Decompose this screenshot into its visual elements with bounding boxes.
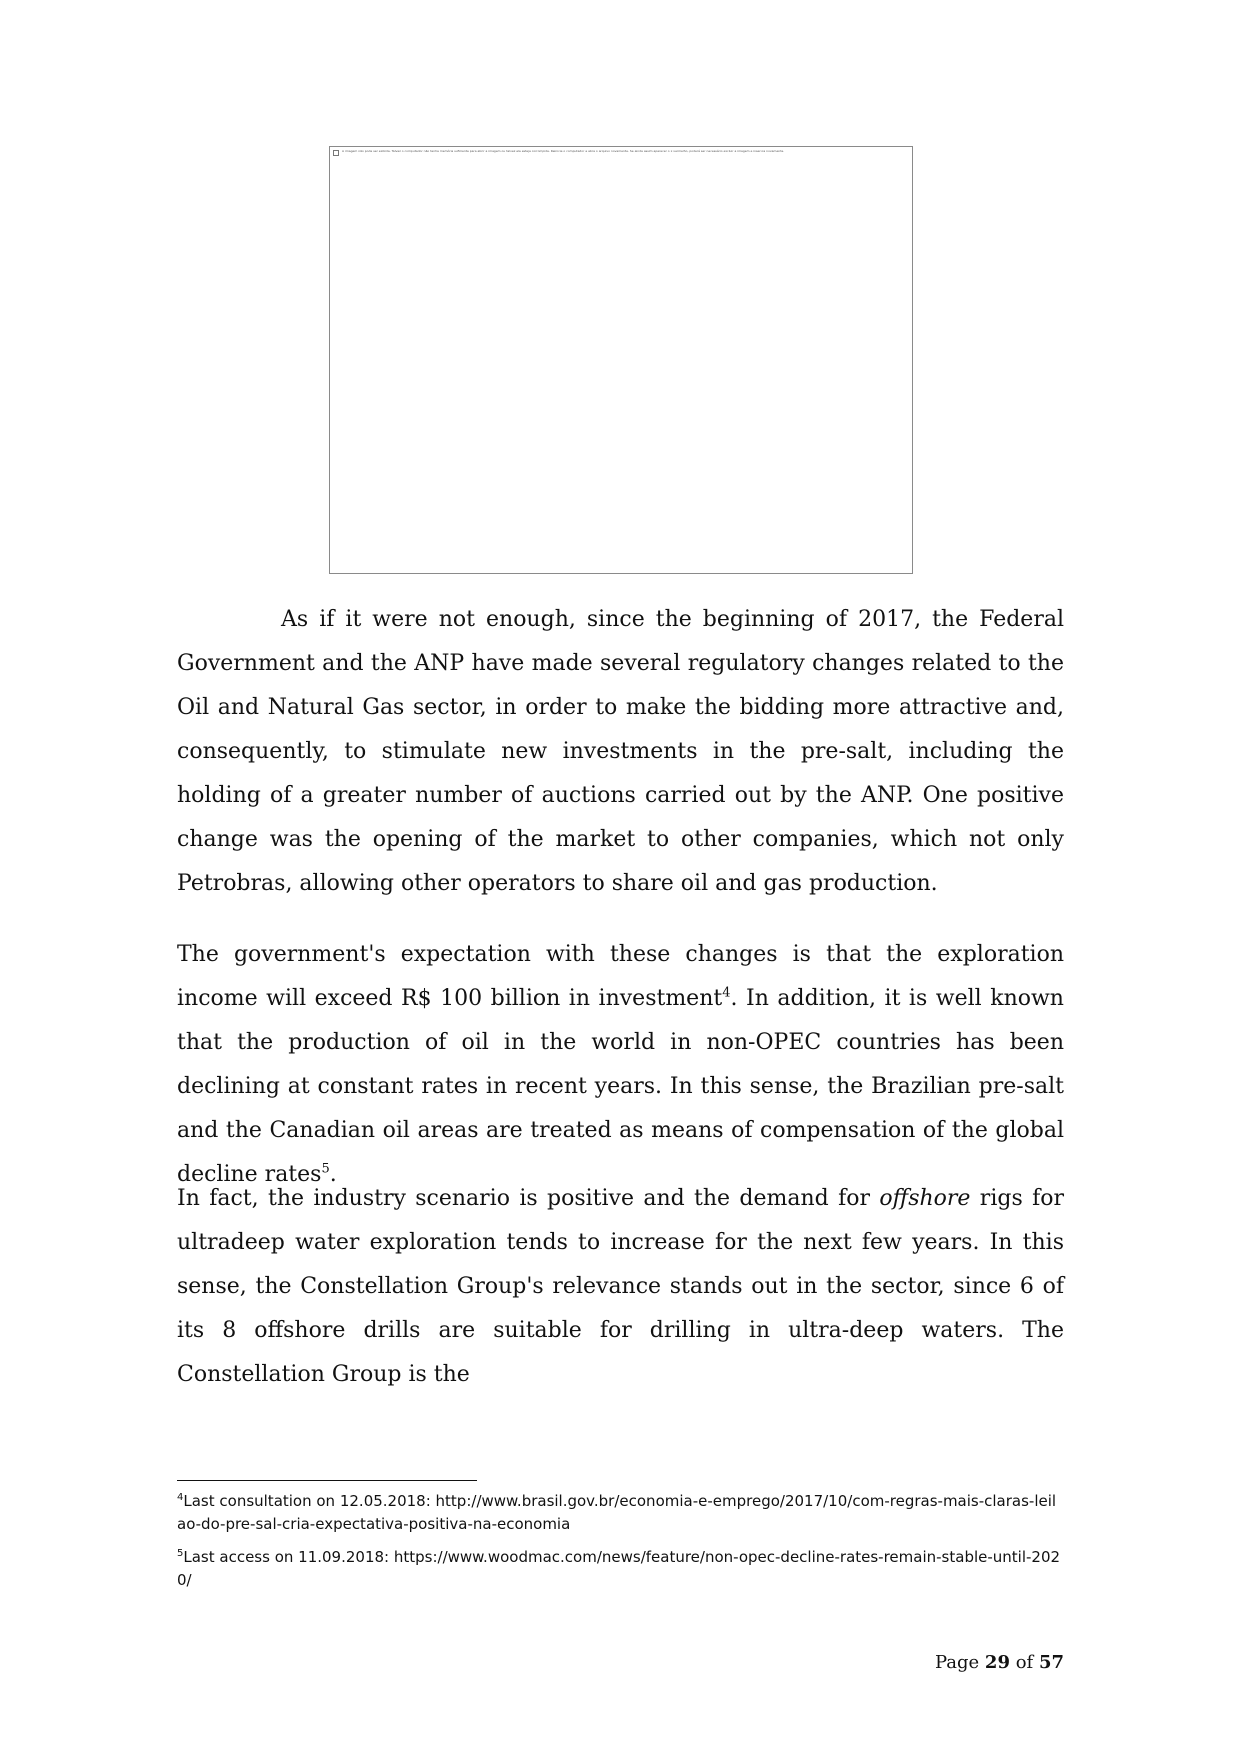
total-pages: 57 <box>1038 1652 1064 1673</box>
paragraph-3-text-a: In fact, the industry scenario is positive and the demand for <box>177 1186 880 1211</box>
footnote-5-text[interactable]: Last access on 11.09.2018: https://www.woodmac.com/news/feature/non-opec-decline-rates-remain-stable-until-2020/ <box>177 1548 1061 1589</box>
body-paragraph-2 <box>177 933 1064 1197</box>
footnote-5-mark: 5 <box>177 1548 184 1559</box>
footnote-separator <box>177 1480 477 1481</box>
footnote-4-mark: 4 <box>177 1492 184 1503</box>
footnote-ref-4[interactable]: 4 <box>722 985 731 1001</box>
paragraph-2-text-b: . In addition, it is well known that the production of oil in the world in non-OPEC countries has been declining at constant rates in recent years. In this sense, the Brazilian pre-salt and the Canadian oil areas are treated as means of compensation of the global decline rates <box>177 986 1064 1187</box>
body-paragraph-1: As if it were not enough, since the beginning of 2017, the Federal Government and the ANP have made several regulatory changes related to the Oil and Natural Gas sector, in order to make the bidding more attractive and, consequently, to stimulate new investments in the pre-salt, including the holding of a greater number of auctions carried out by the ANP. One positive change was the opening of the market to other companies, which not only Petrobras, allowing other operators to share oil and gas production. <box>177 607 1064 896</box>
page-prefix: Page <box>934 1652 985 1673</box>
broken-image-placeholder <box>329 146 913 574</box>
page-of: of <box>1009 1652 1039 1673</box>
footnote-ref-5[interactable]: 5 <box>321 1161 330 1177</box>
footnote-4 <box>177 1490 1064 1536</box>
paragraph-3-text-b: rigs for ultradeep water exploration tends to increase for the next few years. In this sense, the Constellation Group's relevance stands out in the sector, since 6 of its 8 offshore drills are suitable for drilling in ultra-deep waters. The Constellation Group is the <box>177 1186 1064 1387</box>
footnote-4-text[interactable]: Last consultation on 12.05.2018: http://www.brasil.gov.br/economia-e-emprego/2017/10/com-regras-mais-claras-leilao-do-pre-sal-cria-expectativa-positiva-na-economia <box>177 1492 1057 1533</box>
footnote-5 <box>177 1546 1064 1592</box>
page-number <box>935 1652 1064 1673</box>
paragraph-2-text-c: . <box>329 1162 337 1187</box>
paragraph-2-text-a: The government's expectation with these changes is that the exploration income will exceed R$ 100 billion in investment <box>177 942 1064 1011</box>
broken-image-message: A imagem não pode ser exibida. Talvez o computador não tenha memória suficiente para abrir a imagem ou talvez ela esteja corrompida. Reinicie o computador e abra o arquivo novamente. Se ainda assim aparecer o x vermelho, poderá ser necessário excluir a imagem e inseri-la novamente. <box>342 149 785 153</box>
current-page: 29 <box>984 1652 1010 1673</box>
body-paragraph-3 <box>177 1177 1064 1397</box>
broken-image-icon <box>333 150 339 156</box>
paragraph-3-italic: offshore <box>879 1186 971 1211</box>
